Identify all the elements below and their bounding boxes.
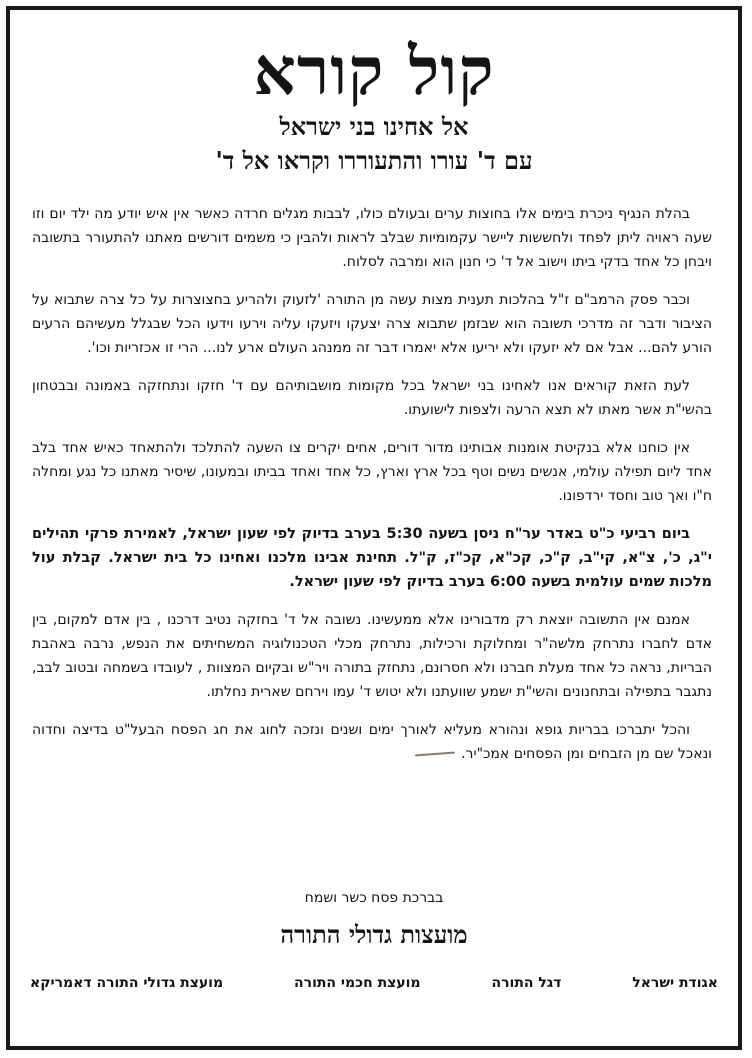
paragraph-1: בהלת הנגיף ניכרת בימים אלו בחוצות ערים ובעולם כולו, לבבות מגלים חרדה כאשר אין איש יודע מה ילד יום וזו שעה ראויה ליתן לפחד ולחששות ליישר עקמומיות שבלב לראות ולהבין כי משמים דורשים מאתנו להתעורר בתשובה ויבחן כל אחד בדקי ביתו וישוב אל ד' כי חנון הוא ומרבה לסלוח. xyxy=(32,206,712,270)
org-moetzet-gedolei-america: מועצת גדולי התורה דאמריקא xyxy=(30,975,224,991)
organizations-row xyxy=(30,975,718,991)
notice-subtitle-1: אל אחינו בני ישראל xyxy=(279,112,469,141)
paragraph-4: אין כוחנו אלא בנקיטת אומנות אבותינו מדור דורים, אחים יקרים צו השעה להתלכד ולהתאחד כאיש אחד בלב אחד ליום תפילה עולמי, אנשים נשים וטף בכל ארץ וארץ, כל אחד ואחד בביתו ובמעונו, שיסיר מאתנו כל נגע ומחלה ח"ו ואך טוב וחסד ירדפונו. xyxy=(32,440,712,504)
org-degel-hatorah: דגל התורה xyxy=(491,975,562,991)
paragraph-7-text: והכל יתברכו בבריות גופא ונהורא מעליא לאורך ימים ושנים ונזכה לחוג את חג הפסח הבעל"ט בדיצה וחדוה ונאכל שם מן הזבחים ומן הפסחים אמכ"יר. xyxy=(32,722,712,762)
org-agudat-israel: אגודת ישראל xyxy=(632,975,718,991)
notice-page xyxy=(6,6,742,1050)
paragraph-5-schedule: ביום רביעי כ"ט באדר ער"ח ניסן בשעה 5:30 בערב בדיוק לפי שעון ישראל, לאמירת פרקי תהילים י"ג, כ', צ"א, קי"ב, ק"כ, קכ"א, קכ"ז, ק"ל. תחינת אבינו מלכנו ואחינו כל בית ישראל. קבלת עול מלכות שמים עולמית בשעה 6:00 בערב בדיוק לפי שעון ישראל. xyxy=(32,526,712,590)
closing-blessing: בברכת פסח כשר ושמח xyxy=(304,890,444,906)
org-moetzet-chachmei-hatorah: מועצת חכמי התורה xyxy=(294,975,421,991)
paragraph-3: לעת הזאת קוראים אנו לאחינו בני ישראל בכל מקומות מושבותיהם עם ד' חזקו ונתחזקה באמונה ובבטחון בהשי"ת אשר מאתו לא תצא הרעה ולצפות לישועתו. xyxy=(32,378,712,418)
notice-subtitle-2: עם ד' עורו והתעוררו וקראו אל ד' xyxy=(215,146,533,175)
paragraph-7 xyxy=(32,718,712,766)
pen-stroke-mark xyxy=(415,752,455,757)
notice-title: קול קורא xyxy=(253,32,495,110)
paragraph-2: וכבר פסק הרמב"ם ז"ל בהלכות תענית מצות עשה מן התורה 'לזעוק ולהריע בחצוצרות על כל צרה שתבוא על הציבור ודבר זה מדרכי תשובה הוא שבזמן שתבוא צרה יצעקו ויזעקו עליה וירעו וידעו הכל שבגלל מעשיהם הרעים הורע להם... אבל אם לא יזעקו ולא יריעו אלא יאמרו דבר זה ממנהג העולם ארע לנו... הרי זו אכזריות וכו'. xyxy=(32,292,712,356)
paragraph-6: אמנם אין התשובה יוצאת רק מדבורינו אלא ממעשינו. נשובה אל ד' בחזקה נטיב דרכנו , בין אדם למקום, בין אדם לחברו נתרחק מלשה"ר ומחלוקת ורכילות, נתרחק מכלי הטכנולוגיה המשחיתים את הנפש, נרבה באהבת הבריות, נראה כל אחד מעלת חברנו ולא חסרונם, נתחזק בתורה ויר"ש ובקיום המצוות , לעובדו בשמחה ובטוב לבב, נתגבר בתפילה ובתחנונים והשי"ת ישמע שוועתנו ולא יטוש ד' עמו וירחם שארית נחלתו. xyxy=(32,612,712,700)
council-name: מועצות גדולי התורה xyxy=(280,920,468,949)
notice-body xyxy=(32,202,712,780)
